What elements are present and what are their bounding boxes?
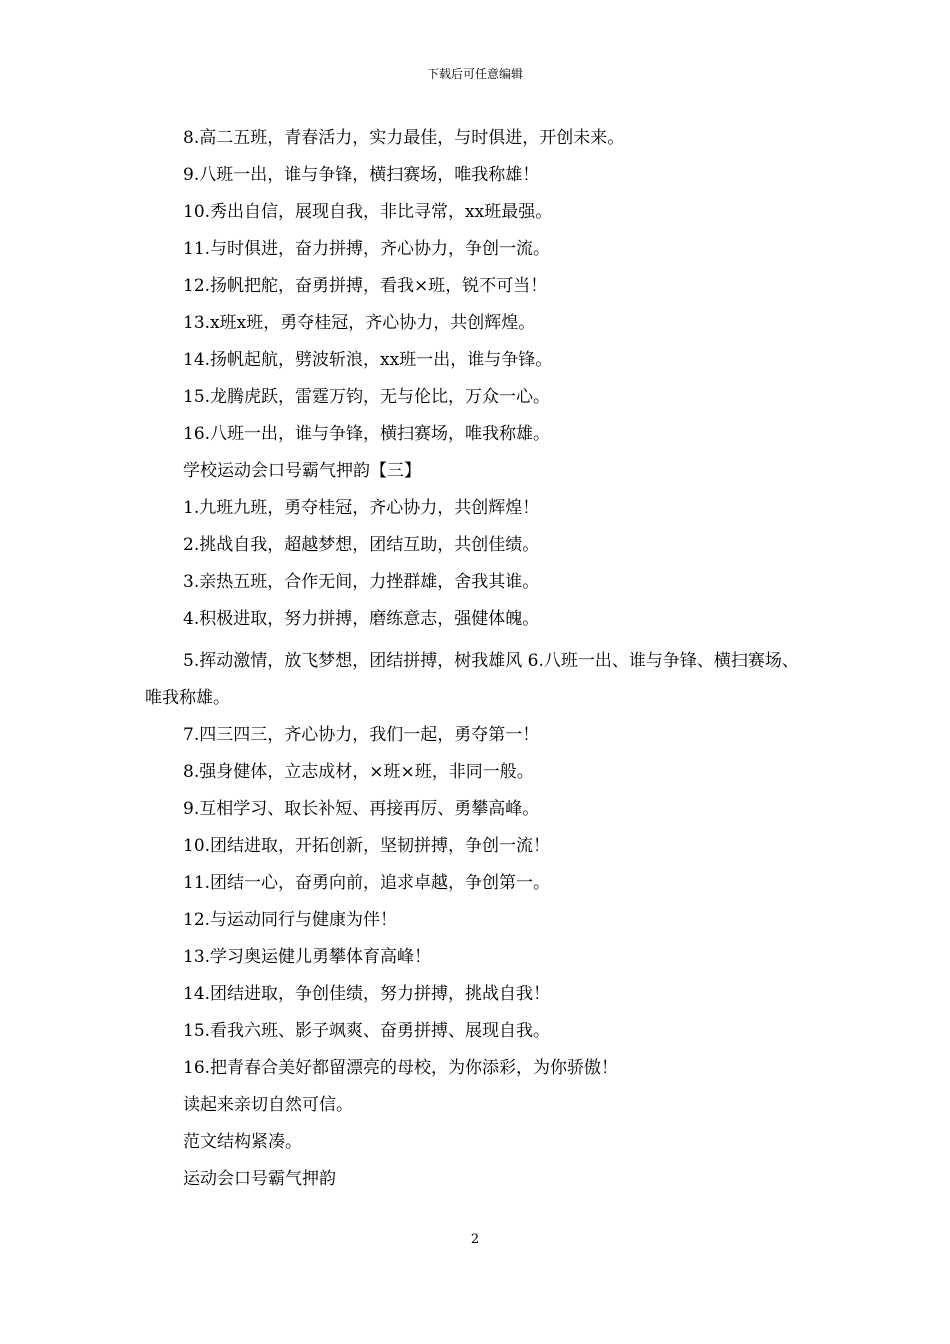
text-line: 8.高二五班，青春活力，实力最佳，与时俱进，开创未来。 <box>183 128 625 148</box>
text-line: 16.八班一出，谁与争锋，横扫赛场，唯我称雄。 <box>183 424 551 444</box>
text-line: 11.团结一心，奋勇向前，追求卓越，争创第一。 <box>183 873 551 893</box>
text-line: 3.亲热五班，合作无间，力挫群雄，舍我其谁。 <box>183 572 540 592</box>
text-line: 11.与时俱进，奋力拼搏，齐心协力，争创一流。 <box>183 239 551 259</box>
text-line: 10.团结进取，开拓创新，坚韧拼搏，争创一流！ <box>183 836 551 856</box>
text-line: 15.看我六班、影子飒爽、奋勇拼搏、展现自我。 <box>183 1021 551 1041</box>
text-line: 14.扬帆起航，劈波斩浪，xx班一出，谁与争锋。 <box>183 350 553 370</box>
text-line: 16.把青春合美好都留漂亮的母校，为你添彩，为你骄傲！ <box>183 1058 619 1078</box>
text-line: 9.八班一出，谁与争锋，横扫赛场，唯我称雄！ <box>183 165 540 185</box>
text-line: 8.强身健体，立志成材，×班×班，非同一般。 <box>183 762 534 782</box>
text-line: 12.扬帆把舵，奋勇拼搏，看我×班，锐不可当！ <box>183 276 548 296</box>
text-line: 范文结构紧凑。 <box>183 1132 302 1152</box>
text-line: 9.互相学习、取长补短、再接再厉、勇攀高峰。 <box>183 799 540 819</box>
text-line: 7.四三四三，齐心协力，我们一起，勇夺第一！ <box>183 725 540 745</box>
text-line: 10.秀出自信，展现自我，非比寻常，xx班最强。 <box>183 202 553 222</box>
text-line: 13.学习奥运健儿勇攀体育高峰！ <box>183 947 432 967</box>
text-line: 读起来亲切自然可信。 <box>183 1095 353 1115</box>
text-line: 12.与运动同行与健康为伴！ <box>183 910 398 930</box>
text-line: 4.积极进取，努力拼搏，磨练意志，强健体魄。 <box>183 609 540 629</box>
text-line: 15.龙腾虎跃，雷霆万钧，无与伦比，万众一心。 <box>183 387 551 407</box>
text-line: 运动会口号霸气押韵 <box>183 1169 336 1189</box>
text-line: 13.x班x班，勇夺桂冠，齐心协力，共创辉煌。 <box>183 313 536 333</box>
wrapped-paragraph: 5.挥动激情，放飞梦想，团结拼搏，树我雄风 6.八班一出、谁与争锋、横扫赛场、唯我称雄。 <box>145 651 799 708</box>
text-line: 1.九班九班，勇夺桂冠，齐心协力，共创辉煌！ <box>183 498 540 518</box>
text-line: 14.团结进取，争创佳绩，努力拼搏，挑战自我！ <box>183 984 551 1004</box>
page-number: 2 <box>470 1232 480 1247</box>
text-line: 2.挑战自我，超越梦想，团结互助，共创佳绩。 <box>183 535 540 555</box>
page-header: 下载后可任意编辑 <box>426 67 523 81</box>
section-heading: 学校运动会口号霸气押韵【三】 <box>183 461 421 481</box>
